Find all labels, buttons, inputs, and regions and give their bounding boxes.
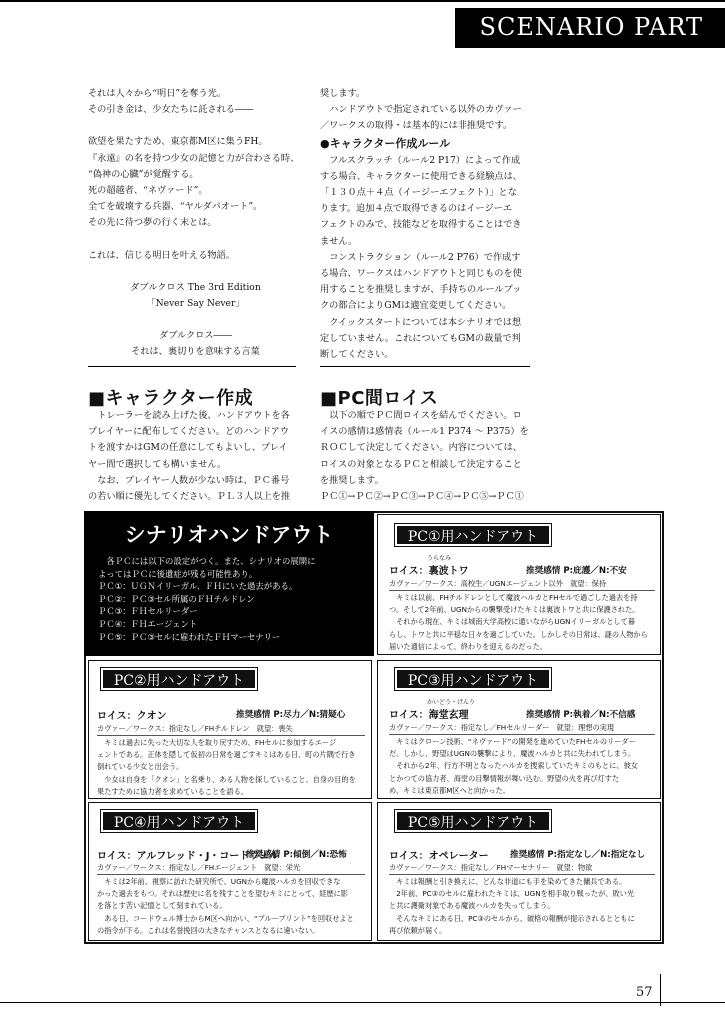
desc-line: だ。しかし、野望はUGNの襲撃により、魔波ハルカと共に失われてしまう。: [389, 749, 636, 759]
lois-emotion: 推奨感情 P:尽力／N:猜疑心: [236, 710, 346, 720]
chara-line: なお、プレイヤー人数が少ない時は、ＰＣ番号: [97, 474, 290, 486]
credit-line: ダブルクロス――: [159, 330, 232, 342]
chara-line: トレーラーを読み上げた後、ハンドアウトを各: [97, 410, 290, 421]
trailer-line: 死の超越者、“ネヴァード”。: [88, 185, 208, 197]
handout-intro: [84, 511, 374, 656]
trailer-line: “偽神の心臓”が覚醒する。: [88, 168, 199, 180]
desc-line: ェントである。正体を隠して仮初の日常を過ごすキミはある日、町の片隅で行き: [97, 750, 356, 760]
desc-line: それから2年、行方不明となったハルカを捜索していたキミのもとに、彼女: [396, 761, 638, 771]
cover-works: カヴァー／ワークス：指定なし／FHチルドレン 就望：喪失: [97, 724, 293, 733]
intro-line: ＰＣ③：ＦＨセルリーダー: [98, 606, 198, 617]
desc-line: キミは以前、FHチルドレンとして魔波ハルカとFHセルで過ごした過去を持: [396, 593, 638, 602]
desc-line: キミは報酬と引き換えに、どんな非道にも手を染めてきた傭兵である。: [396, 877, 627, 886]
pclois-line: イスの感情は感情表（ルール1 P374 ～ P375）を: [320, 426, 529, 438]
desc-line: 少女は自身を「クオン」と名乗り、ある人物を探していること、自身の目的を: [104, 774, 356, 784]
rules-line: 断してください。: [320, 349, 394, 361]
header-title: SCENARIO PART: [479, 13, 703, 41]
rules-line: 「１３０点＋４点（イージーエフェクト）」とな: [320, 187, 517, 199]
intro-line: ＰＣ②：ＰＣ③セル所属のＦＨチルドレン: [98, 593, 255, 604]
lois-emotion: 推奨感情 P:傾倒／N:恐怖: [246, 850, 347, 860]
chara-line: の若い順に優先してください。ＰＬ３人以上を推: [88, 491, 291, 503]
trailer-line: 『永遠』の名を持つ少女の記憶と力が合わさる時、: [88, 152, 300, 164]
lois-name: ロイス：オペレーター: [389, 851, 489, 862]
cover-works: カヴァー／ワークス：指定なし／FHエージェント 就望：栄光: [97, 863, 301, 872]
desc-line: かった過去をもつ。それは歴史に名を残すことを望むキミにとって、経歴に影: [97, 889, 348, 899]
desc-line: キミは過去に失った大切な人を取り戻すため、FHセルに参加するエージ: [104, 738, 337, 747]
trailer-line: 全てを破壊する兵器、“ヤルダバオート”。: [88, 201, 263, 213]
lois-emotion: 推奨感情 P:庇護／N:不安: [526, 566, 627, 576]
cover-works: カヴァー／ワークス：指定なし／FHマーセナリー 就望：物欲: [389, 863, 593, 872]
rules-line: ／ワークスの取得・は基本的には非推奨です。: [320, 120, 513, 132]
rules-line: クイックスタートについては本シナリオでは想: [329, 316, 522, 328]
desc-line: 2年前、PC③のセルに雇われたキミは、UGNを相手取り戦ったが、敗い光: [396, 889, 635, 899]
desc-line: らし、トワと共に平穏な日々を過ごしていた。しかしその日常は、謎の人物から: [389, 629, 648, 639]
rules-subhead: ●キャラクター作成ルール: [320, 136, 451, 150]
lois-name: ロイス：裏波トワ: [389, 566, 469, 577]
trailer-line: これは、信じる明日を叶える物語。: [88, 249, 235, 261]
desc-line: を落とす苦い記憶として刻まれている。: [97, 901, 227, 911]
handout-desc: [97, 737, 369, 798]
desc-line: そんなキミにある日、PC③のセルから、破格の報酬が提示されるとともに: [396, 913, 635, 923]
trailer-line: それは人々から“明日”を奪う光。: [88, 88, 227, 99]
rules-line: ります。追加４点で取得できるのはイージーエ: [320, 203, 513, 215]
desc-line: の指令が下る。これは名誉挽回の大きなチャンスとなるに違いない。: [97, 925, 320, 935]
rules-line: る場合、ワークスはハンドアウトと同じものを使: [320, 268, 522, 280]
handout-desc: [389, 876, 659, 937]
pclois-line: ロイスの対象となるＰＣと相談して決定すること: [320, 458, 522, 470]
pclois-block: [320, 408, 535, 505]
handout-badge: PC④用ハンドアウト: [101, 810, 257, 832]
intro-line: ＰＣ④：ＦＨエージェント: [98, 618, 198, 629]
desc-line: 再び依頼が届く。: [389, 925, 447, 935]
chara-line: プレイヤーに配布してください。どのハンドアウ: [88, 426, 290, 438]
trailer-line: その先に待つ夢の行く末とは。: [88, 217, 217, 229]
card-rule: [389, 590, 655, 591]
lois-emotion: 推奨感情 P:指定なし／N:指定なし: [510, 850, 646, 860]
pclois-line: ＰＣ①→ＰＣ②→ＰＣ③→ＰＣ④→ＰＣ⑤→ＰＣ①: [320, 491, 524, 503]
pclois-title: ■PC間ロイス: [320, 388, 439, 409]
card-rule: [97, 874, 365, 875]
right-divider: [320, 366, 530, 367]
intro-line: ＰＣ⑤：ＰＣ③セルに雇われたＦＨマーセナリー: [98, 631, 281, 642]
desc-line: 果たすために協力者を求めていることを語る。: [97, 786, 248, 796]
desc-line: つ。そして2年前、UGNからの襲撃受けたキミは裏波トワと共に保護された。: [389, 605, 640, 615]
chara-title: ■キャラクター作成: [88, 388, 254, 409]
trailer-block: [88, 86, 303, 361]
credit-line: 「Never Say Never」: [146, 298, 245, 310]
left-divider: [88, 366, 296, 367]
rules-line: フルスクラッチ（ルール2 P17）によって作成: [329, 154, 521, 166]
desc-line: ある日、コードウェル博士からM区へ向かい、“ブループリント”を回収せよと: [104, 913, 354, 923]
card-rule: [389, 734, 655, 735]
intro-line: ＰＣ①：ＵＧＮイリーガル、ＦＨにいた過去がある。: [98, 581, 298, 592]
handout-badge: PC①用ハンドアウト: [395, 524, 551, 546]
lois-ruby: かいどう・げんり: [427, 699, 476, 706]
handout-badge: PC③用ハンドアウト: [395, 668, 551, 690]
page-number: 57: [636, 985, 653, 1000]
desc-line: め、キミは東京都M区へと向かった。: [389, 785, 510, 795]
lois-emotion: 推奨感情 P:執着／N:不信感: [526, 710, 636, 720]
desc-line: 倒れている少女と出会う。: [97, 762, 184, 772]
intro-line: 各ＰＣには以下の設定がつく。また、シナリオの展開に: [106, 556, 316, 566]
desc-line: それから現在、キミは城南大学高校に通いながらUGNイリーガルとして暮: [396, 617, 636, 627]
handout-desc: [389, 736, 659, 797]
rules-block: [320, 86, 532, 363]
intro-line: よってはＰＣに後遺症が残る可能性あり。: [98, 568, 258, 579]
rules-line: 奨します。: [320, 88, 366, 99]
desc-line: と共に護衛対象である魔波ハルカを失ってしまう。: [389, 901, 555, 911]
lois-name: ロイス：クオン: [97, 711, 167, 722]
rules-line: する場合、キャラクターに使用できる経験点は、: [320, 170, 522, 182]
chara-block: [88, 408, 303, 505]
pclois-line: 以下の順でＰＣ間ロイスを結んでください。ロ: [329, 410, 522, 421]
trailer-line: その引き金は、少女たちに託される――: [88, 104, 254, 116]
card-rule: [97, 735, 365, 736]
lois-name: ロイス：海堂玄理: [389, 710, 469, 721]
desc-line: 届いた通信によって、終わりを迎えるのだった。: [389, 641, 547, 651]
handout-desc: [97, 876, 369, 937]
lois-name: ロイス：アルフレッド・J・コードウェル: [97, 851, 280, 862]
card-rule: [389, 874, 655, 875]
chara-line: トを渡すかはGMの任意にしてもよいし、プレイ: [88, 442, 288, 454]
footer-page-bar: [660, 974, 661, 1006]
pclois-line: ＲＯＣして決定してください。内容については、: [320, 442, 522, 454]
cover-works: カヴァー／ワークス：指定なし／FHセルリーダー 就望：理想の実現: [389, 723, 615, 732]
rules-line: 用することを推奨しますが、手持ちのルールブッ: [320, 284, 522, 296]
header-top-rule: [0, 0, 725, 2]
lois-ruby: うらなみ: [427, 555, 452, 562]
desc-line: とかつての協力者、海堂の目撃情報が舞い込む。野望の火を再び灯すた: [389, 773, 620, 783]
credit-line: それは、裏切りを意味する言葉: [131, 346, 260, 358]
footer-rule: [0, 1002, 725, 1003]
handout-intro-body: [98, 555, 364, 643]
pclois-line: を推奨します。: [320, 474, 384, 486]
handout-badge: PC⑤用ハンドアウト: [395, 810, 551, 832]
handout-intro-title: シナリオハンドアウト: [124, 523, 334, 547]
rules-line: ません。: [320, 235, 358, 247]
desc-line: キミは2年前、視察に訪れた研究所で、UGNから魔波ハルカを回収できな: [104, 877, 341, 886]
cover-works: カヴァー／ワークス：高校生／UGNエージェント以外 就望：保持: [389, 579, 607, 588]
rules-line: 定していません。これについてもGMの裁量で判: [320, 332, 521, 344]
handout-desc: [389, 592, 657, 653]
trailer-line: 欲望を果たすため、東京都M区に集うFH。: [88, 136, 268, 148]
rules-line: コンストラクション（ルール2 P76）で作成す: [329, 251, 521, 263]
header-band-blank: [0, 8, 455, 48]
chara-line: ヤー間で選択しても構いません。: [88, 458, 227, 470]
rules-line: フェクトのみで、技能などを取得することはでき: [320, 219, 522, 231]
desc-line: キミはクローン技術、“ネヴァード”の開発を進めていたFHセルのリーダー: [396, 737, 636, 746]
rules-line: クの都合によりGMは適宜変更してください。: [320, 300, 512, 312]
credit-line: ダブルクロス The 3rd Edition: [130, 281, 261, 293]
rules-line: ハンドアウトで指定されている以外のカヴァー: [329, 104, 522, 116]
handout-badge: PC②用ハンドアウト: [101, 668, 257, 690]
